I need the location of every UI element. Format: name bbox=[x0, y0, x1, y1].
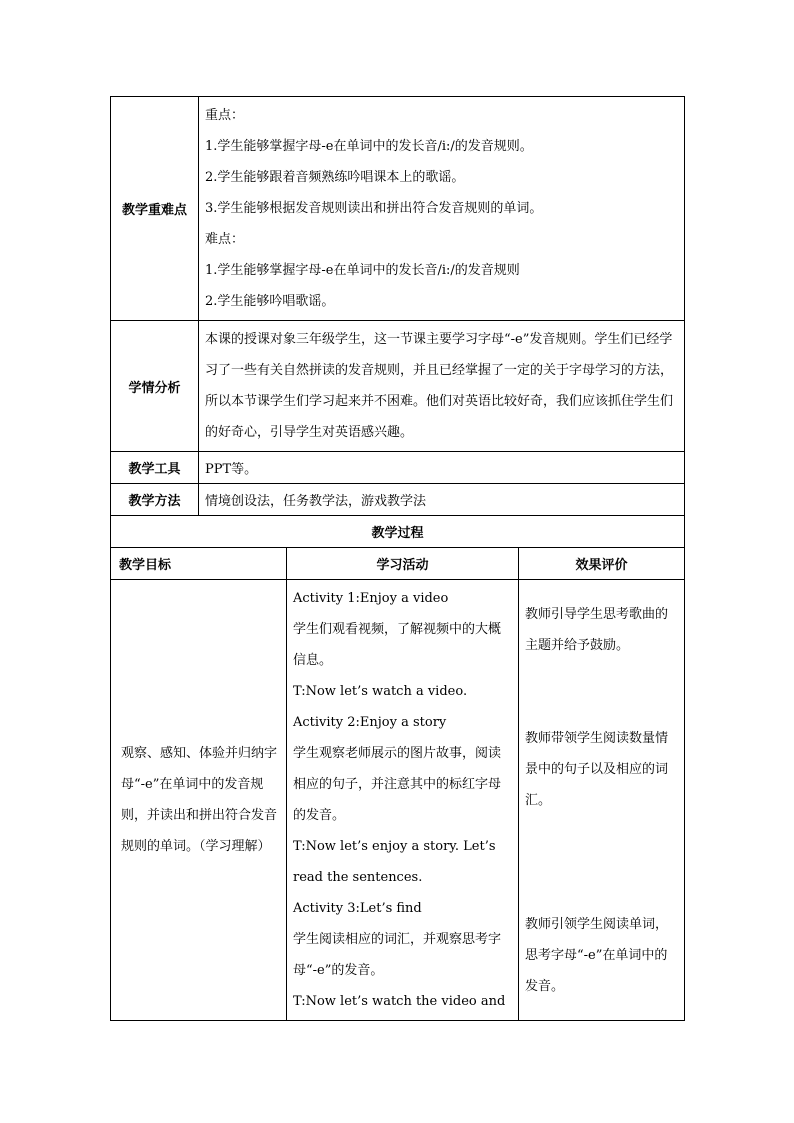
activity-teacher-line: T:Now let’s watch the video and bbox=[293, 994, 506, 1009]
analysis-row bbox=[111, 321, 685, 452]
methods-row bbox=[111, 484, 685, 516]
key-points-line: 1.学生能够掌握字母-e在单词中的发长音/i:/的发音规则。 bbox=[205, 139, 533, 154]
activity-desc: 学生观察老师展示的图片故事，阅读相应的句子，并注意其中的标红字母的发音。 bbox=[293, 746, 502, 823]
key-points-line: 3.学生能够根据发音规则读出和拼出符合发音规则的单词。 bbox=[205, 201, 543, 216]
activity-title: Activity 3:Let’s find bbox=[293, 901, 422, 916]
activity-desc: 学生阅读相应的词汇，并观察思考字母“-e”的发音。 bbox=[293, 932, 502, 978]
goal-cell bbox=[111, 580, 287, 1021]
evaluation-cell bbox=[519, 580, 685, 1021]
key-points-row bbox=[111, 97, 685, 321]
analysis-cell bbox=[199, 321, 685, 452]
activity-block bbox=[293, 583, 512, 707]
goal-text: 观察、感知、体验并归纳字母“-e”在单词中的发音规则，并读出和拼出符合发音规则的单词。（学习理解） bbox=[121, 746, 278, 854]
activity-desc: 学生们观看视频，了解视频中的大概信息。 bbox=[293, 622, 502, 668]
activity-title: Activity 1:Enjoy a video bbox=[293, 591, 449, 606]
tools-row bbox=[111, 452, 685, 484]
key-points-line: 2.学生能够吟唱歌谣。 bbox=[205, 294, 335, 309]
tools-text: PPT等。 bbox=[199, 452, 685, 484]
evaluation-text: 教师引领学生阅读单词，思考字母“-e”在单词中的发音。 bbox=[525, 916, 669, 994]
key-points-line: 难点： bbox=[205, 232, 245, 247]
activity-teacher-line: T:Now let’s enjoy a story. Let’s read the sentences. bbox=[293, 839, 496, 885]
header-goal: 教学目标 bbox=[111, 548, 287, 580]
activity-teacher-line: T:Now let’s watch a video. bbox=[293, 684, 468, 699]
key-points-label: 教学重难点 bbox=[111, 97, 199, 321]
process-row bbox=[111, 580, 685, 1021]
activity-block bbox=[293, 893, 512, 1017]
key-points-line: 1.学生能够掌握字母-e在单词中的发长音/i:/的发音规则 bbox=[205, 263, 520, 278]
header-evaluation: 效果评价 bbox=[519, 548, 685, 580]
methods-label: 教学方法 bbox=[111, 484, 199, 516]
lesson-plan-table bbox=[110, 96, 685, 1021]
activity-title: Activity 2:Enjoy a story bbox=[293, 715, 447, 730]
evaluation-text: 教师引导学生思考歌曲的主题并给予鼓励。 bbox=[525, 606, 669, 653]
activity-block bbox=[293, 707, 512, 893]
key-points-line: 重点： bbox=[205, 108, 245, 123]
analysis-text: 本课的授课对象三年级学生，这一节课主要学习字母“-e”发音规则。学生们已经学习了一些有关自然拼读的发音规则，并且已经掌握了一定的关于字母学习的方法，所以本节课学生们学习起来并不困难。他们对英语比较好奇，我们应该抓住学生们的好奇心，引导学生对英语感兴趣。 bbox=[205, 332, 674, 440]
key-points-line: 2.学生能够跟着音频熟练吟唱课本上的歌谣。 bbox=[205, 170, 465, 185]
analysis-label: 学情分析 bbox=[111, 321, 199, 452]
process-title: 教学过程 bbox=[111, 516, 685, 548]
evaluation-text: 教师带领学生阅读数量情景中的句子以及相应的词汇。 bbox=[525, 730, 669, 808]
activities-cell bbox=[287, 580, 519, 1021]
methods-text: 情境创设法，任务教学法，游戏教学法 bbox=[199, 484, 685, 516]
tools-label: 教学工具 bbox=[111, 452, 199, 484]
process-title-row bbox=[111, 516, 685, 548]
key-points-content bbox=[199, 97, 685, 321]
process-header-row bbox=[111, 548, 685, 580]
header-activity: 学习活动 bbox=[287, 548, 519, 580]
